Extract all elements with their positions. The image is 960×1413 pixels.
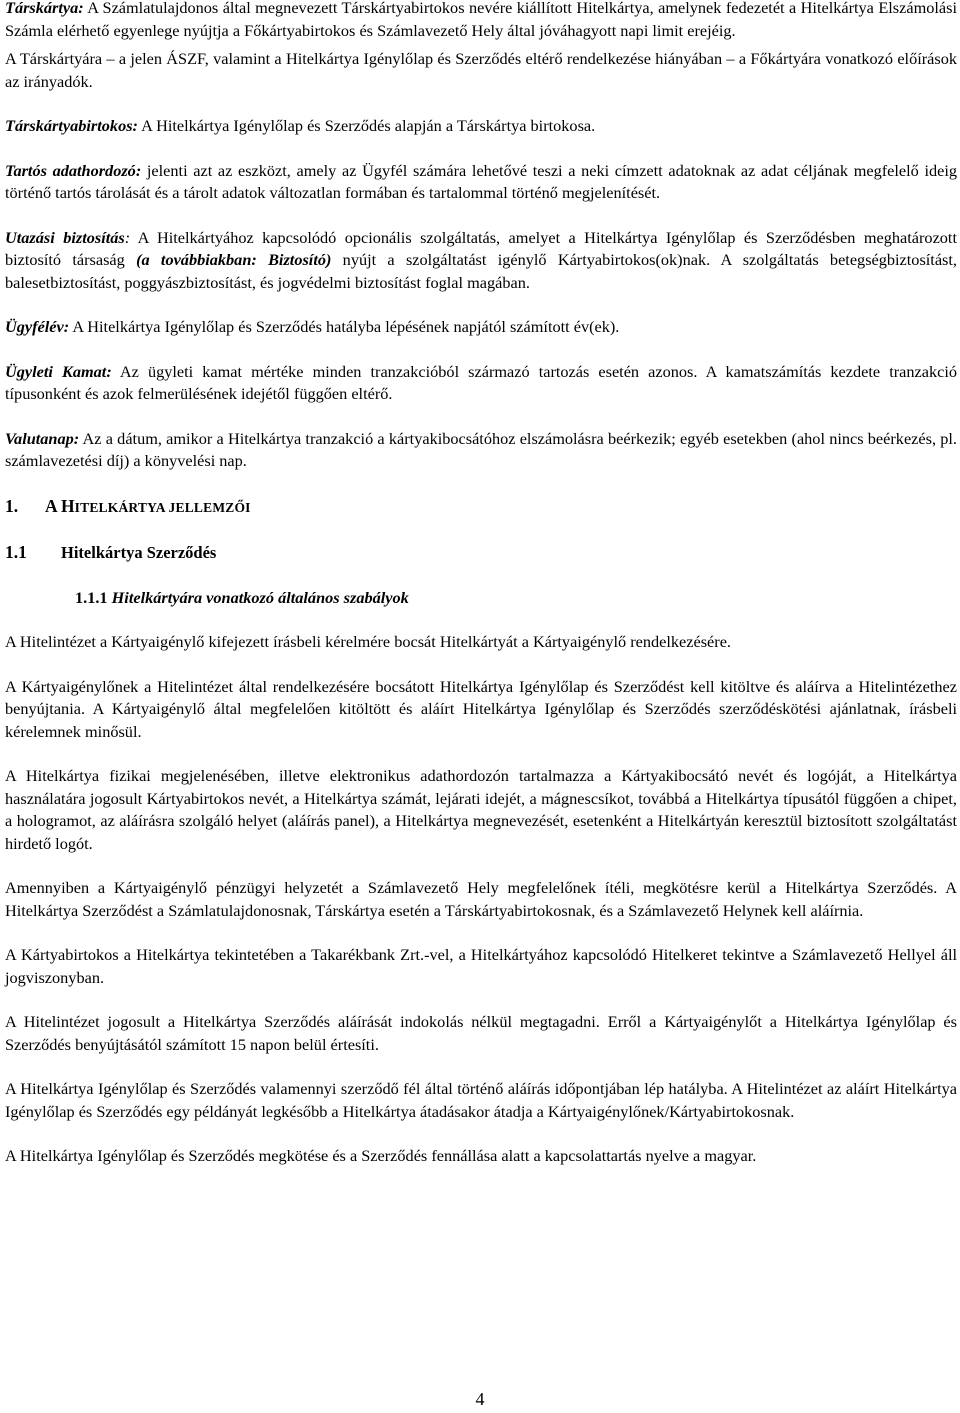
definition-tarskartya	[5, 0, 957, 42]
body-paragraph: A Kártyaigénylőnek a Hitelintézet által rendelkezésére bocsátott Hitelkártya Igénylőlap és Szerződést kell kitöltve és aláírva a Hitelintézethez benyújtania. A Kártyaigénylő által megfelelően kitöltött és aláírt Hitelkártya Igénylőlap és Szerződés szerződéskötési ajánlatnak, írásbeli kérelemnek minősül.	[5, 676, 957, 741]
definition-text: Az ügyleti kamat mértéke minden tranzakcióból származó tartozás esetén azonos. A kamatszámítás kezdete tranzakció típusonként és azok felmerülésének idejétől függően eltérő.	[5, 361, 957, 403]
body-paragraph: A Hitelintézet a Kártyaigénylő kifejezett írásbeli kérelmére bocsát Hitelkártyát a Kártyaigénylő rendelkezésére.	[5, 632, 731, 651]
definition-ugyfelev	[5, 316, 957, 339]
definition-tarskartyabirtokos	[5, 115, 957, 138]
section-title: Hitelkártya Szerződés	[61, 543, 217, 562]
body-paragraph: A Hitelkártya Igénylőlap és Szerződés megkötése és a Szerződés fennállása alatt a kapcsolattartás nyelve a magyar.	[5, 1146, 757, 1165]
definition-text: jelenti azt az eszközt, amely az Ügyfél számára lehetővé teszi a neki címzett adatoknak az adat céljának megfelelő ideig történő tartós tárolását és a tárolt adatok változatlan formában és tartalommal történő megjelenítését.	[5, 160, 957, 202]
body-paragraph: A Kártyabirtokos a Hitelkártya tekintetében a Takarékbank Zrt.-vel, a Hitelkártyához kapcsolódó Hitelkeret tekintve a Számlavezető Hellyel áll jogviszonyban.	[5, 945, 957, 987]
page-number: 4	[475, 1389, 485, 1409]
term: Tartós adathordozó:	[5, 160, 142, 180]
body-paragraph: A Hitelkártya fizikai megjelenésében, illetve elektronikus adathordozón tartalmazza a Kártyakibocsátó nevét és logóját, a Hitelkártya használatára jogosult Kártyabirtokos nevét, a Hitelkártya számát, lejárati idejét, a mágnescsíkot, továbbá a Hitelkártya típusától függően a chipet, a hologramot, az aláírásra szolgáló helyet (aláírás panel), a Hitelkártya megnevezését, esetenként a Hitelkártyán keresztül biztosított szolgáltatást hirdető logót.	[5, 766, 957, 853]
definition-text: A Hitelkártya Igénylőlap és Szerződés hatályba lépésének napjától számított év(ek).	[69, 317, 620, 336]
section-title: Hitelkártyára vonatkozó általános szabályok	[111, 587, 409, 607]
body-paragraph: A Hitelintézet jogosult a Hitelkártya Szerződés aláírását indokolás nélkül megtagadni. Erről a Kártyaigénylőt a Hitelkártya Igénylőlap és Szerződés benyújtásától számított 15 napon belül értesíti.	[5, 1012, 957, 1054]
definition-text: nyújt a szolgáltatást igénylő Kártyabirtokos(ok)nak. A szolgáltatás betegségbiztosítást, balesetbiztosítást, poggyászbiztosítást, és jogvédelmi biztosítást foglal magában.	[5, 250, 957, 292]
definition-text: Az a dátum, amikor a Hitelkártya tranzakció a kártyakibocsátóhoz elszámolásra beérkezik; egyéb esetekben (ahol nincs beérkezés, pl. számlavezetési díj) a könyvelési nap.	[5, 428, 957, 470]
definition-text: A Hitelkártyához kapcsolódó opcionális szolgáltatás, amelyet a Hitelkártya Igénylőlap és Szerződésben meghatározott biztosító társaság	[5, 227, 957, 269]
section-number: 1.1.1	[75, 587, 108, 607]
term: Ügyleti Kamat:	[5, 361, 112, 381]
definition-ugyleti-kamat	[5, 361, 957, 406]
paragraph: A Társkártyára – a jelen ÁSZF, valamint a Hitelkártya Igénylőlap és Szerződés eltérő rendelkezése hiányában – a Főkártyára vonatkozó előírások az irányadók.	[5, 49, 957, 91]
section-heading-1-1-1	[5, 587, 957, 610]
document-page	[5, 0, 957, 1168]
term: Társkártya:	[5, 0, 84, 17]
section-title-rest: ITELKÁRTYA JELLEMZŐI	[74, 499, 251, 515]
definition-valutanap	[5, 428, 957, 473]
definition-text: A Hitelkártya Igénylőlap és Szerződés alapján a Társkártya birtokosa.	[137, 116, 596, 135]
section-title-first: A H	[45, 495, 75, 516]
emphasis: (a továbbiakban: Biztosító)	[136, 250, 332, 269]
term-colon: :	[124, 227, 131, 247]
term: Társkártyabirtokos:	[5, 116, 138, 135]
section-heading-1	[5, 495, 957, 520]
body-paragraph: A Hitelkártya Igénylőlap és Szerződés valamennyi szerződő fél által történő aláírás időpontjában lép hatályba. A Hitelintézet az aláírt Hitelkártya Igénylőlap és Szerződés egy példányát legkésőbb a Hitelkártya átadásakor átadja a Kártyaigénylőnek/Kártyabirtokosnak.	[5, 1079, 957, 1121]
term: Ügyfélév:	[5, 317, 70, 336]
section-number: 1.	[5, 495, 19, 516]
definition-utazasi-biztositas	[5, 227, 957, 295]
definition-tartos-adathordozo	[5, 160, 957, 205]
term: Utazási biztosítás	[5, 227, 125, 247]
section-number: 1.1	[5, 542, 27, 562]
term: Valutanap:	[5, 428, 80, 448]
body-paragraph: Amennyiben a Kártyaigénylő pénzügyi helyzetét a Számlavezető Hely megfelelőnek ítéli, megkötésre kerül a Hitelkártya Szerződés. A Hitelkártya Szerződést a Számlatulajdonosnak, Társkártya esetén a Társkártyabirtokosnak, és a Számlavezető Helynek kell aláírnia.	[5, 878, 957, 920]
definition-text: A Számlatulajdonos által megnevezett Társkártyabirtokos nevére kiállított Hitelkártya, amelynek fedezetét a Hitelkártya Elszámolási Számla elérhető egyenlege nyújtja a Főkártyabirtokos és Számlavezető Hely által jóváhagyott napi limit erejéig.	[5, 0, 957, 40]
section-heading-1-1	[5, 541, 957, 565]
